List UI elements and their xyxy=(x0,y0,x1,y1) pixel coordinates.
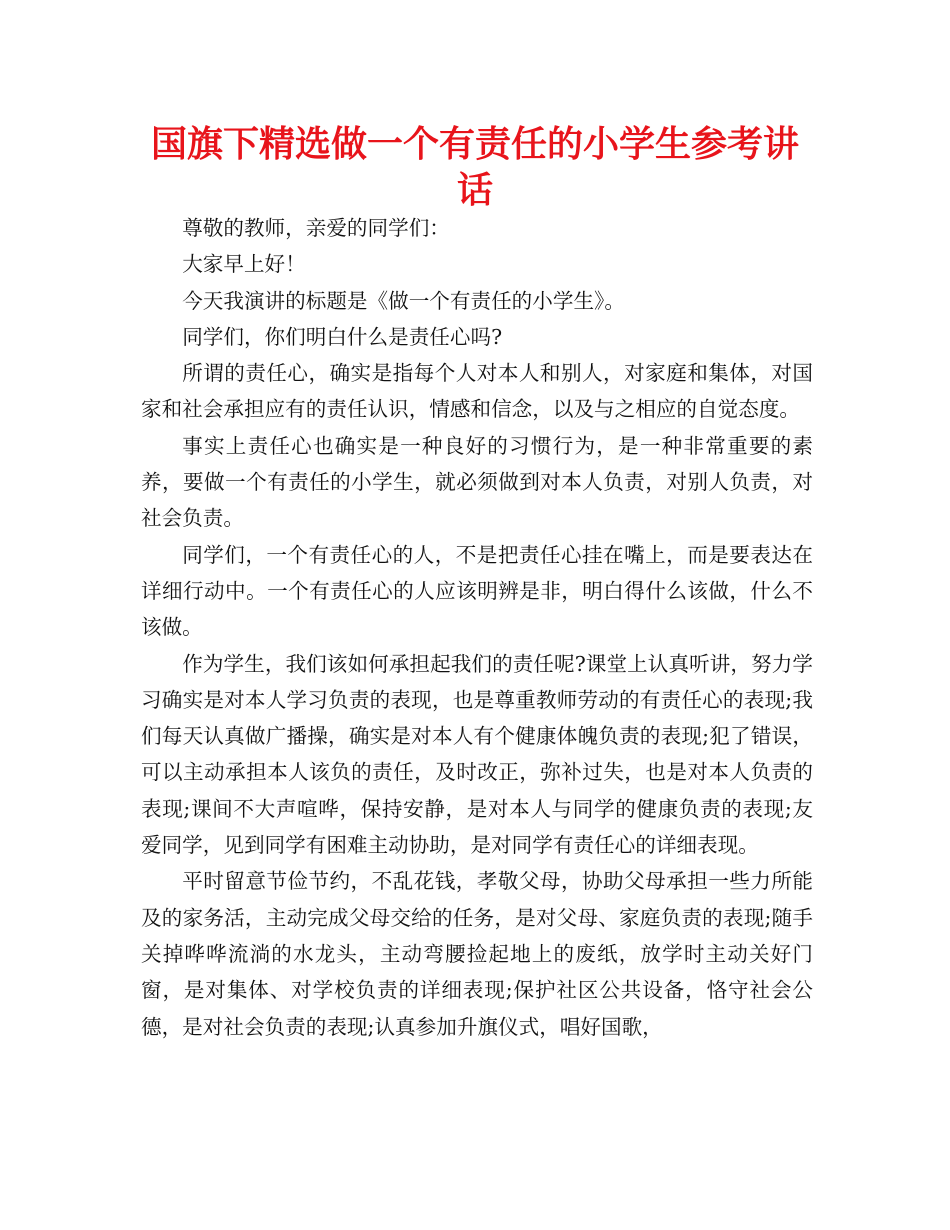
paragraph-speech-topic: 今天我演讲的标题是《做一个有责任的小学生》。 xyxy=(182,288,625,313)
paragraph-question: 同学们，你们明白什么是责任心吗? xyxy=(182,324,503,349)
document-body xyxy=(141,210,813,1045)
paragraph-good-morning: 大家早上好！ xyxy=(182,252,306,277)
paragraph-greeting: 尊敬的教师，亲爱的同学们： xyxy=(182,216,450,240)
paragraph-habit: 事实上责任心也确实是一种良好的习惯行为，是一种非常重要的素养，要做一个有责任的小学生，就必须做到对本人负责，对别人负责，对社会负责。 xyxy=(141,433,813,531)
paragraph-student-duty: 作为学生，我们该如何承担起我们的责任呢?课堂上认真听讲，努力学习确实是对本人学习负责的表现，也是尊重教师劳动的有责任心的表现;我们每天认真做广播操，确实是对本人有个健康体魄负责的表现;犯了错误，可以主动承担本人该负的责任，及时改正，弥补过失，也是对本人负责的表现;课间不大声喧哗，保持安静，是对本人与同学的健康负责的表现;友爱同学，见到同学有困难主动协助，是对同学有责任心的详细表现。 xyxy=(141,651,813,858)
paragraph-action: 同学们，一个有责任心的人，不是把责任心挂在嘴上，而是要表达在详细行动中。一个有责任心的人应该明辨是非，明白得什么该做，什么不该做。 xyxy=(141,542,813,640)
paragraph-daily-life: 平时留意节俭节约，不乱花钱，孝敬父母，协助父母承担一些力所能及的家务活，主动完成父母交给的任务，是对父母、家庭负责的表现;随手关掉哗哗流淌的水龙头，主动弯腰捡起地上的废纸，放学时主动关好门窗，是对集体、对学校负责的详细表现;保护社区公共设备，恪守社会公德，是对社会负责的表现;认真参加升旗仪式，唱好国歌， xyxy=(141,869,813,1039)
paragraph-definition: 所谓的责任心，确实是指每个人对本人和别人，对家庭和集体，对国家和社会承担应有的责任认识，情感和信念，以及与之相应的自觉态度。 xyxy=(141,361,813,422)
document-title: 国旗下精选做一个有责任的小学生参考讲话 xyxy=(150,124,799,211)
